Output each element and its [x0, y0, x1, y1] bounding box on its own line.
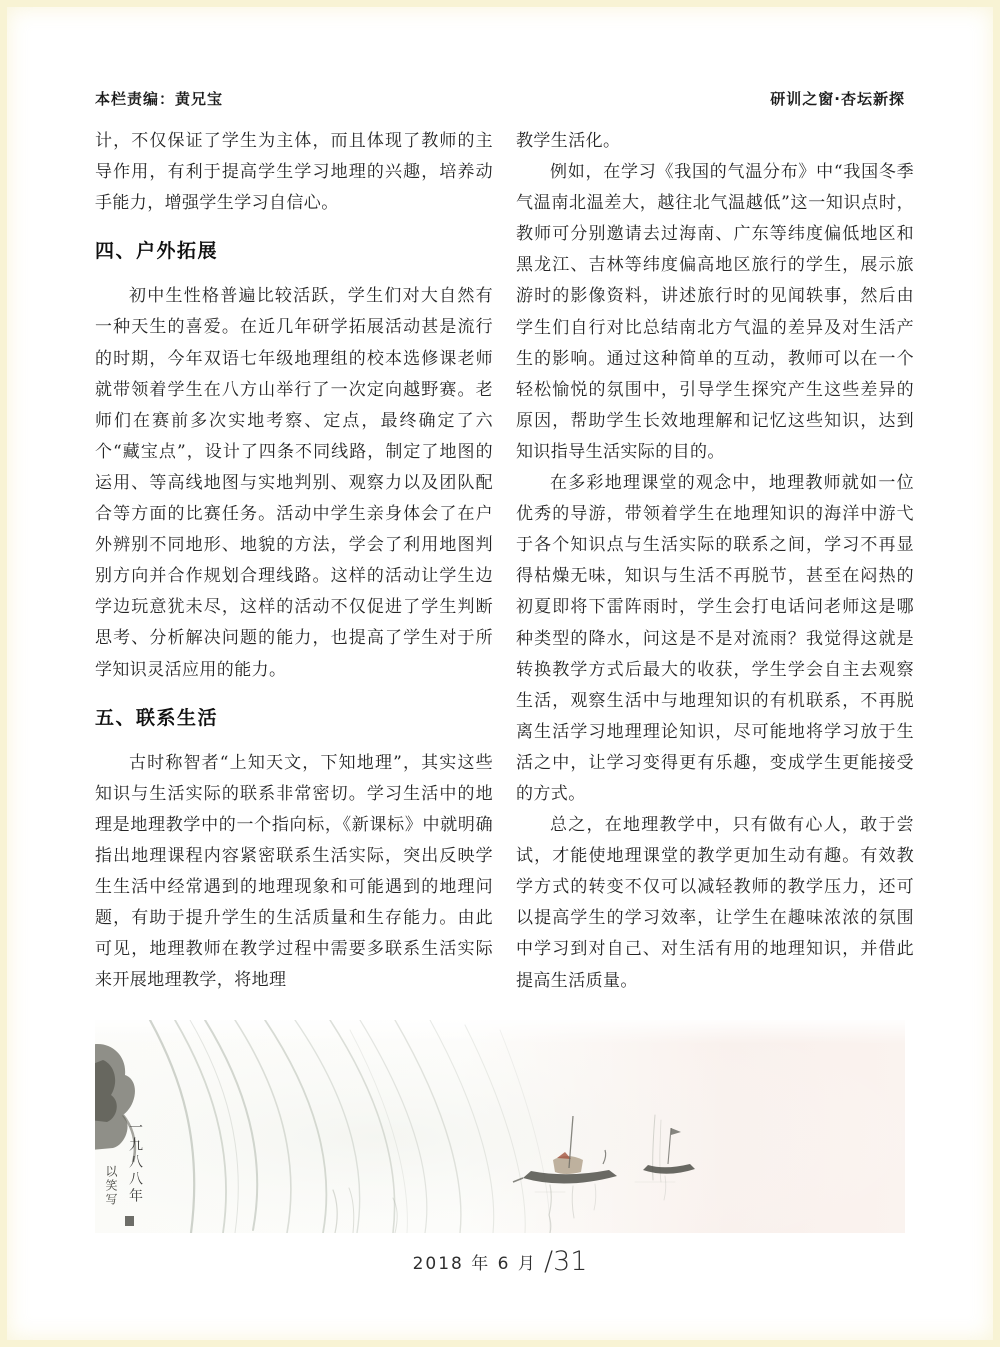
page-footer — [0, 1246, 1000, 1277]
paragraph-continuation: 计，不仅保证了学生为主体，而且体现了教师的主导作用，有利于提高学生学习地理的兴趣，培养动手能力，增强学生学习自信心。 — [95, 131, 493, 214]
footer-page-number: /31 — [543, 1246, 588, 1277]
article-left-column — [95, 126, 493, 996]
paragraph-colorful-class: 在多彩地理课堂的观念中，地理教师就如一位优秀的导游，带领着学生在地理知识的海洋中游弋于各个知识点与生活实际的联系之间，学习不再显得枯燥无味，知识与生活不再脱节，甚至在闷热的初夏即将下雷阵雨时，学生会打电话问老师这是哪种类型的降水，问这是不是对流雨？我觉得这就是转换教学方式后最大的收获，学生学会自主去观察生活，观察生活中与地理知识的有机联系，不再脱离生活学习地理理论知识，尽可能地将学习放于生活之中，让学习变得更有乐趣，变成学生更能接受的方式。 — [516, 473, 914, 804]
painting-top-fade — [95, 1020, 905, 1080]
footer-date: 2018 年 6 月 — [412, 1254, 537, 1274]
paragraph-example: 例如，在学习《我国的气温分布》中“我国冬季气温南北温差大，越往北气温越低”这一知识点时，教师可分别邀请去过海南、广东等纬度偏低地区和黑龙江、吉林等纬度偏高地区旅行的学生，展示旅游时的影像资料，讲述旅行时的见闻轶事，然后由学生们自行对比总结南北方气温的差异及对生活产生的影响。通过这种简单的互动，教师可以在一个轻松愉悦的氛围中，引导学生探究产生这些差异的原因，帮助学生长效地理解和记忆这些知识，达到知识指导生活实际的目的。 — [516, 162, 914, 462]
ink-wash-painting-canvas — [95, 1020, 905, 1233]
paragraph-conclusion: 总之，在地理教学中，只有做有心人，敢于尝试，才能使地理课堂的教学更加生动有趣。有效教学方式的转变不仅可以减轻教师的教学压力，还可以提高学生的学习效率，让学生在趣味浓浓的氛围中学习到对自己、对生活有用的地理知识，并借此提高生活质量。 — [516, 815, 914, 991]
header-column-title: 研训之窗·杏坛新探 — [770, 90, 905, 108]
ink-wash-painting — [95, 1020, 905, 1233]
painting-inscription-signature: 以笑写 — [104, 1165, 118, 1207]
section-heading-outdoor: 四、户外拓展 — [95, 240, 219, 263]
paragraph-continuation-right: 教学生活化。 — [516, 131, 621, 151]
paragraph-outdoor: 初中生性格普遍比较活跃，学生们对大自然有一种天生的喜爱。在近几年研学拓展活动甚是流行的时期，今年双语七年级地理组的校本选修课老师就带领着学生在八方山举行了一次定向越野赛。老师们在赛前多次实地考察、定点，最终确定了六个“藏宝点”，设计了四条不同线路，制定了地图的运用、等高线地图与实地判别、观察力以及团队配合等方面的比赛任务。活动中学生亲身体会了在户外辨别不同地形、地貌的方法，学会了利用地图判别方向并合作规划合理线路。这样的活动让学生边学边玩意犹未尽，这样的活动不仅促进了学生判断思考、分析解决问题的能力，也提高了学生对于所学知识灵活应用的能力。 — [95, 286, 493, 680]
paragraph-life: 古时称智者“上知天文，下知地理”，其实这些知识与生活实际的联系非常密切。学习生活中的地理是地理教学中的一个指向标，《新课标》中就明确指出地理课程内容紧密联系生活实际，突出反映学生生活中经常遇到的地理现象和可能遇到的地理问题，有助于提升学生的生活质量和生存能力。由此可见，地理教师在教学过程中需要多联系生活实际来开展地理教学，将地理 — [95, 752, 493, 991]
page-header — [95, 88, 905, 109]
section-heading-life: 五、联系生活 — [95, 706, 219, 729]
painting-inscription-year: 一九八八年 — [127, 1120, 143, 1205]
article-right-column — [516, 126, 914, 997]
header-editor-credit: 本栏责编：黄兄宝 — [95, 90, 224, 108]
seal-mark — [125, 1216, 134, 1226]
